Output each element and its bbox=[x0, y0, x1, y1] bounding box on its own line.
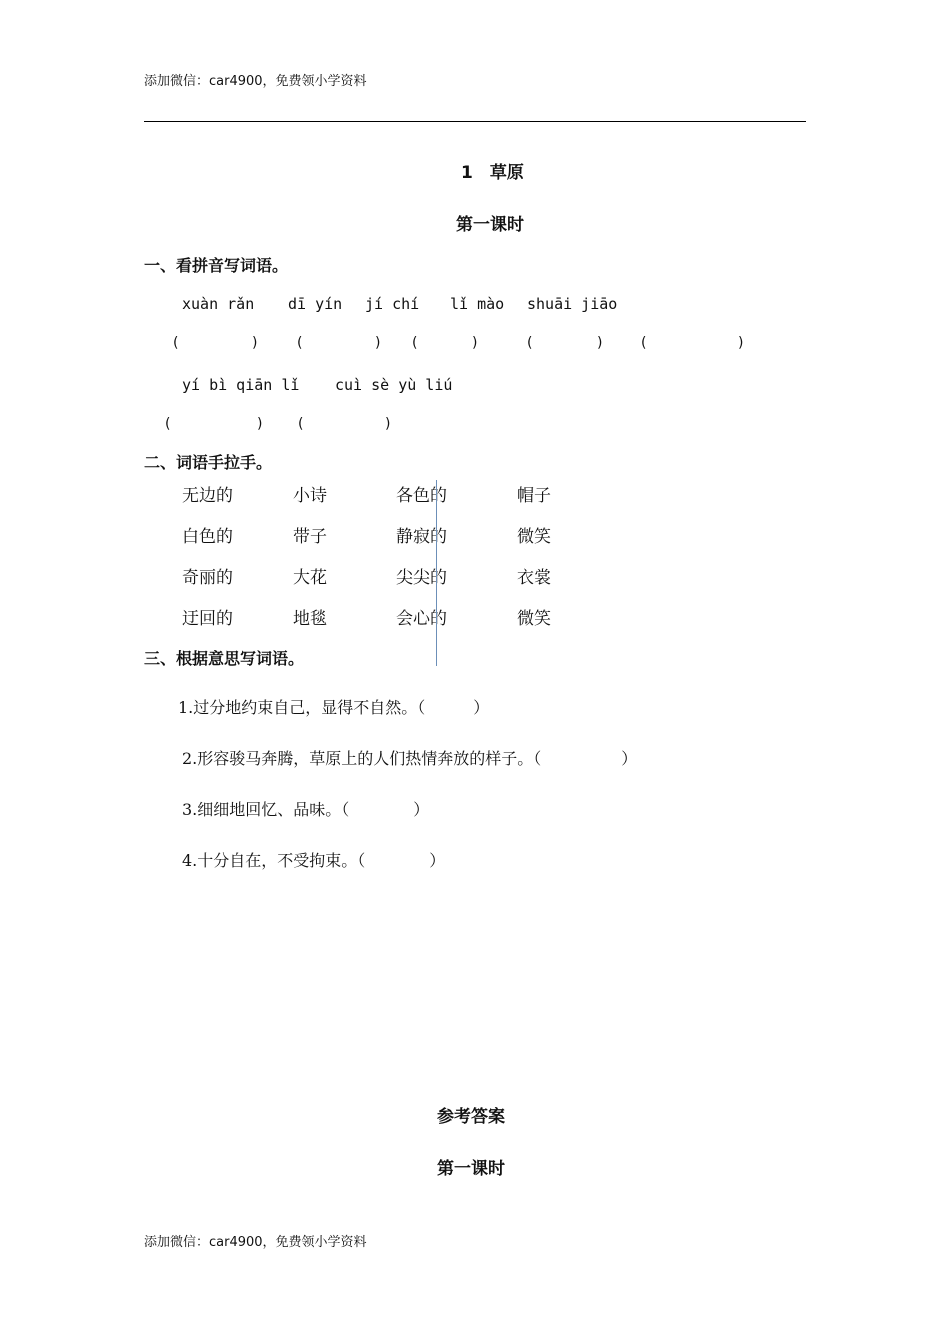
answer-blank-open: ( bbox=[165, 416, 171, 432]
answer-blank-close: ) bbox=[597, 335, 603, 351]
pinyin-item: lǐ mào bbox=[450, 295, 505, 313]
answer-blank-open: ( bbox=[298, 416, 304, 432]
answer-blank-open: ( bbox=[173, 335, 179, 351]
match-word: 各色的 bbox=[396, 486, 447, 506]
section-1-heading: 一、看拼音写词语。 bbox=[144, 256, 289, 275]
definition-item: 1.过分地约束自己，显得不自然。（ ） bbox=[178, 698, 490, 717]
match-word: 微笑 bbox=[517, 527, 551, 547]
match-word: 无边的 bbox=[182, 486, 233, 506]
pinyin-item: yí bì qiān lǐ bbox=[182, 376, 300, 394]
answer-blank-close: ) bbox=[375, 335, 381, 351]
match-word: 带子 bbox=[293, 527, 327, 547]
match-word: 静寂的 bbox=[396, 527, 447, 547]
answer-blank-open: ( bbox=[527, 335, 533, 351]
match-word: 会心的 bbox=[396, 609, 447, 629]
answer-blank-open: ( bbox=[412, 335, 418, 351]
answer-blank-open: ( bbox=[297, 335, 303, 351]
answer-blank-close: ) bbox=[257, 416, 263, 432]
pinyin-item: dī yín bbox=[288, 295, 343, 313]
answer-blank-close: ) bbox=[472, 335, 478, 351]
page-header-text: 添加微信：car4900，免费领小学资料 bbox=[144, 74, 367, 89]
pinyin-item: jí chí bbox=[365, 295, 420, 313]
answer-blank-close: ) bbox=[385, 416, 391, 432]
match-word: 奇丽的 bbox=[182, 568, 233, 588]
page-footer-text: 添加微信：car4900，免费领小学资料 bbox=[144, 1235, 367, 1250]
match-word: 地毯 bbox=[293, 609, 327, 629]
match-word: 帽子 bbox=[517, 486, 551, 506]
match-word: 白色的 bbox=[182, 527, 233, 547]
definition-item: 3.细细地回忆、品味。（ ） bbox=[182, 800, 430, 819]
answers-lesson-title: 第一课时 bbox=[437, 1159, 505, 1179]
answer-blank-open: ( bbox=[641, 335, 647, 351]
pinyin-item: shuāi jiāo bbox=[527, 295, 618, 313]
match-word: 衣裳 bbox=[517, 568, 551, 588]
match-word: 微笑 bbox=[517, 609, 551, 629]
cursor-line bbox=[436, 480, 437, 666]
match-word: 尖尖的 bbox=[396, 568, 447, 588]
header-rule bbox=[144, 121, 806, 122]
match-word: 大花 bbox=[293, 568, 327, 588]
match-word: 迂回的 bbox=[182, 609, 233, 629]
answer-blank-close: ) bbox=[252, 335, 258, 351]
answer-blank-close: ) bbox=[738, 335, 744, 351]
answers-heading: 参考答案 bbox=[437, 1107, 505, 1127]
match-word: 小诗 bbox=[293, 486, 327, 506]
page-title: 1 草原 bbox=[461, 163, 524, 183]
definition-item: 2.形容骏马奔腾，草原上的人们热情奔放的样子。（ ） bbox=[182, 749, 638, 768]
lesson-title: 第一课时 bbox=[456, 215, 524, 235]
section-2-heading: 二、词语手拉手。 bbox=[144, 453, 273, 472]
definition-item: 4.十分自在，不受拘束。（ ） bbox=[182, 851, 446, 870]
pinyin-item: cuì sè yù liú bbox=[335, 376, 453, 394]
section-3-heading: 三、根据意思写词语。 bbox=[144, 649, 305, 668]
pinyin-item: xuàn rǎn bbox=[182, 295, 255, 313]
